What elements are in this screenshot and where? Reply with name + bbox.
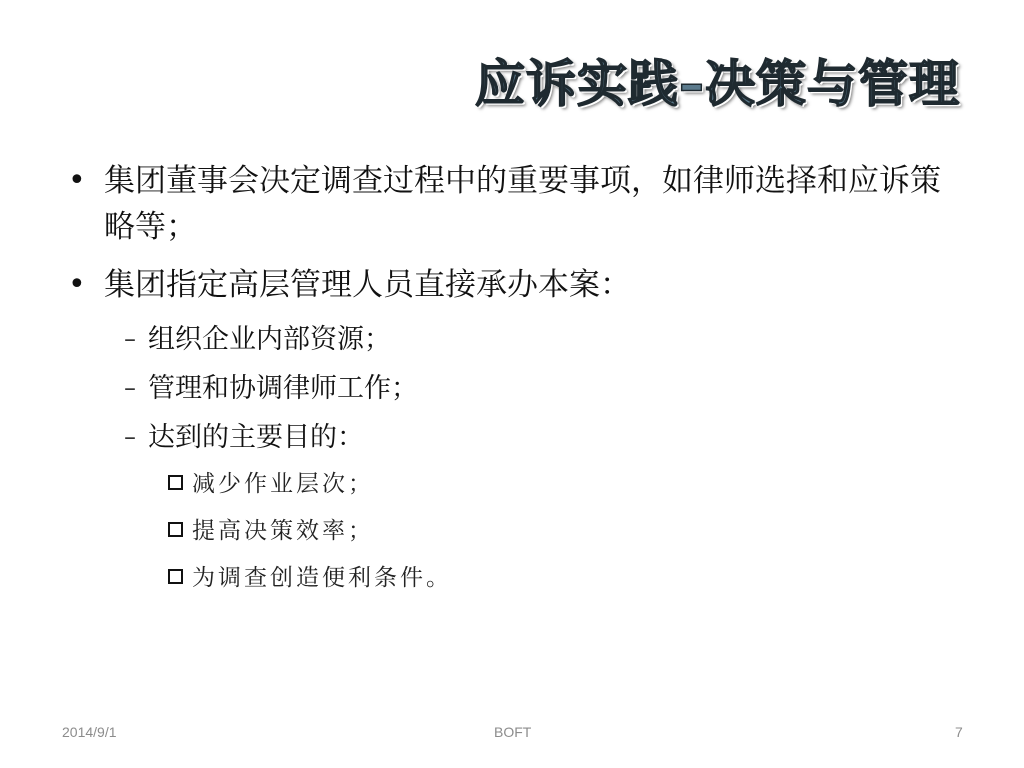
sub-sub-bullet-text: 减少作业层次； — [192, 471, 374, 497]
sub-bullet-item — [62, 418, 962, 458]
slide-title: 应诉实践–决策与管理 — [475, 55, 960, 113]
sub-bullet-item — [62, 320, 962, 360]
footer-center-text: BOFT — [494, 724, 532, 740]
sub-sub-bullet-item — [62, 514, 962, 548]
square-bullet-icon — [168, 475, 183, 490]
sub-sub-bullet-item — [62, 561, 962, 595]
bullet-text: 集团董事会决定调查过程中的重要事项，如律师选择和应诉策略等； — [104, 163, 941, 245]
dash-icon: – — [124, 325, 136, 353]
page-number: 7 — [955, 724, 963, 740]
bullet-dot-icon: • — [68, 163, 86, 198]
bullet-text: 集团指定高层管理人员直接承办本案： — [104, 267, 631, 303]
sub-sub-bullet-text: 提高决策效率； — [192, 518, 374, 544]
slide-content — [62, 158, 962, 608]
bullet-dot-icon: • — [68, 267, 86, 302]
sub-bullet-text: 管理和协调律师工作； — [148, 373, 418, 404]
bullet-item — [62, 262, 962, 308]
footer-date: 2014/9/1 — [62, 724, 117, 740]
sub-bullet-text: 达到的主要目的： — [148, 422, 364, 453]
sub-sub-bullet-text: 为调查创造便利条件。 — [192, 565, 452, 591]
sub-sub-bullet-item — [62, 467, 962, 501]
dash-icon: – — [124, 423, 136, 451]
sub-bullet-text: 组织企业内部资源； — [148, 324, 391, 355]
sub-bullet-item — [62, 369, 962, 409]
dash-icon: – — [124, 374, 136, 402]
square-bullet-icon — [168, 569, 183, 584]
bullet-item — [62, 158, 962, 250]
square-bullet-icon — [168, 522, 183, 537]
